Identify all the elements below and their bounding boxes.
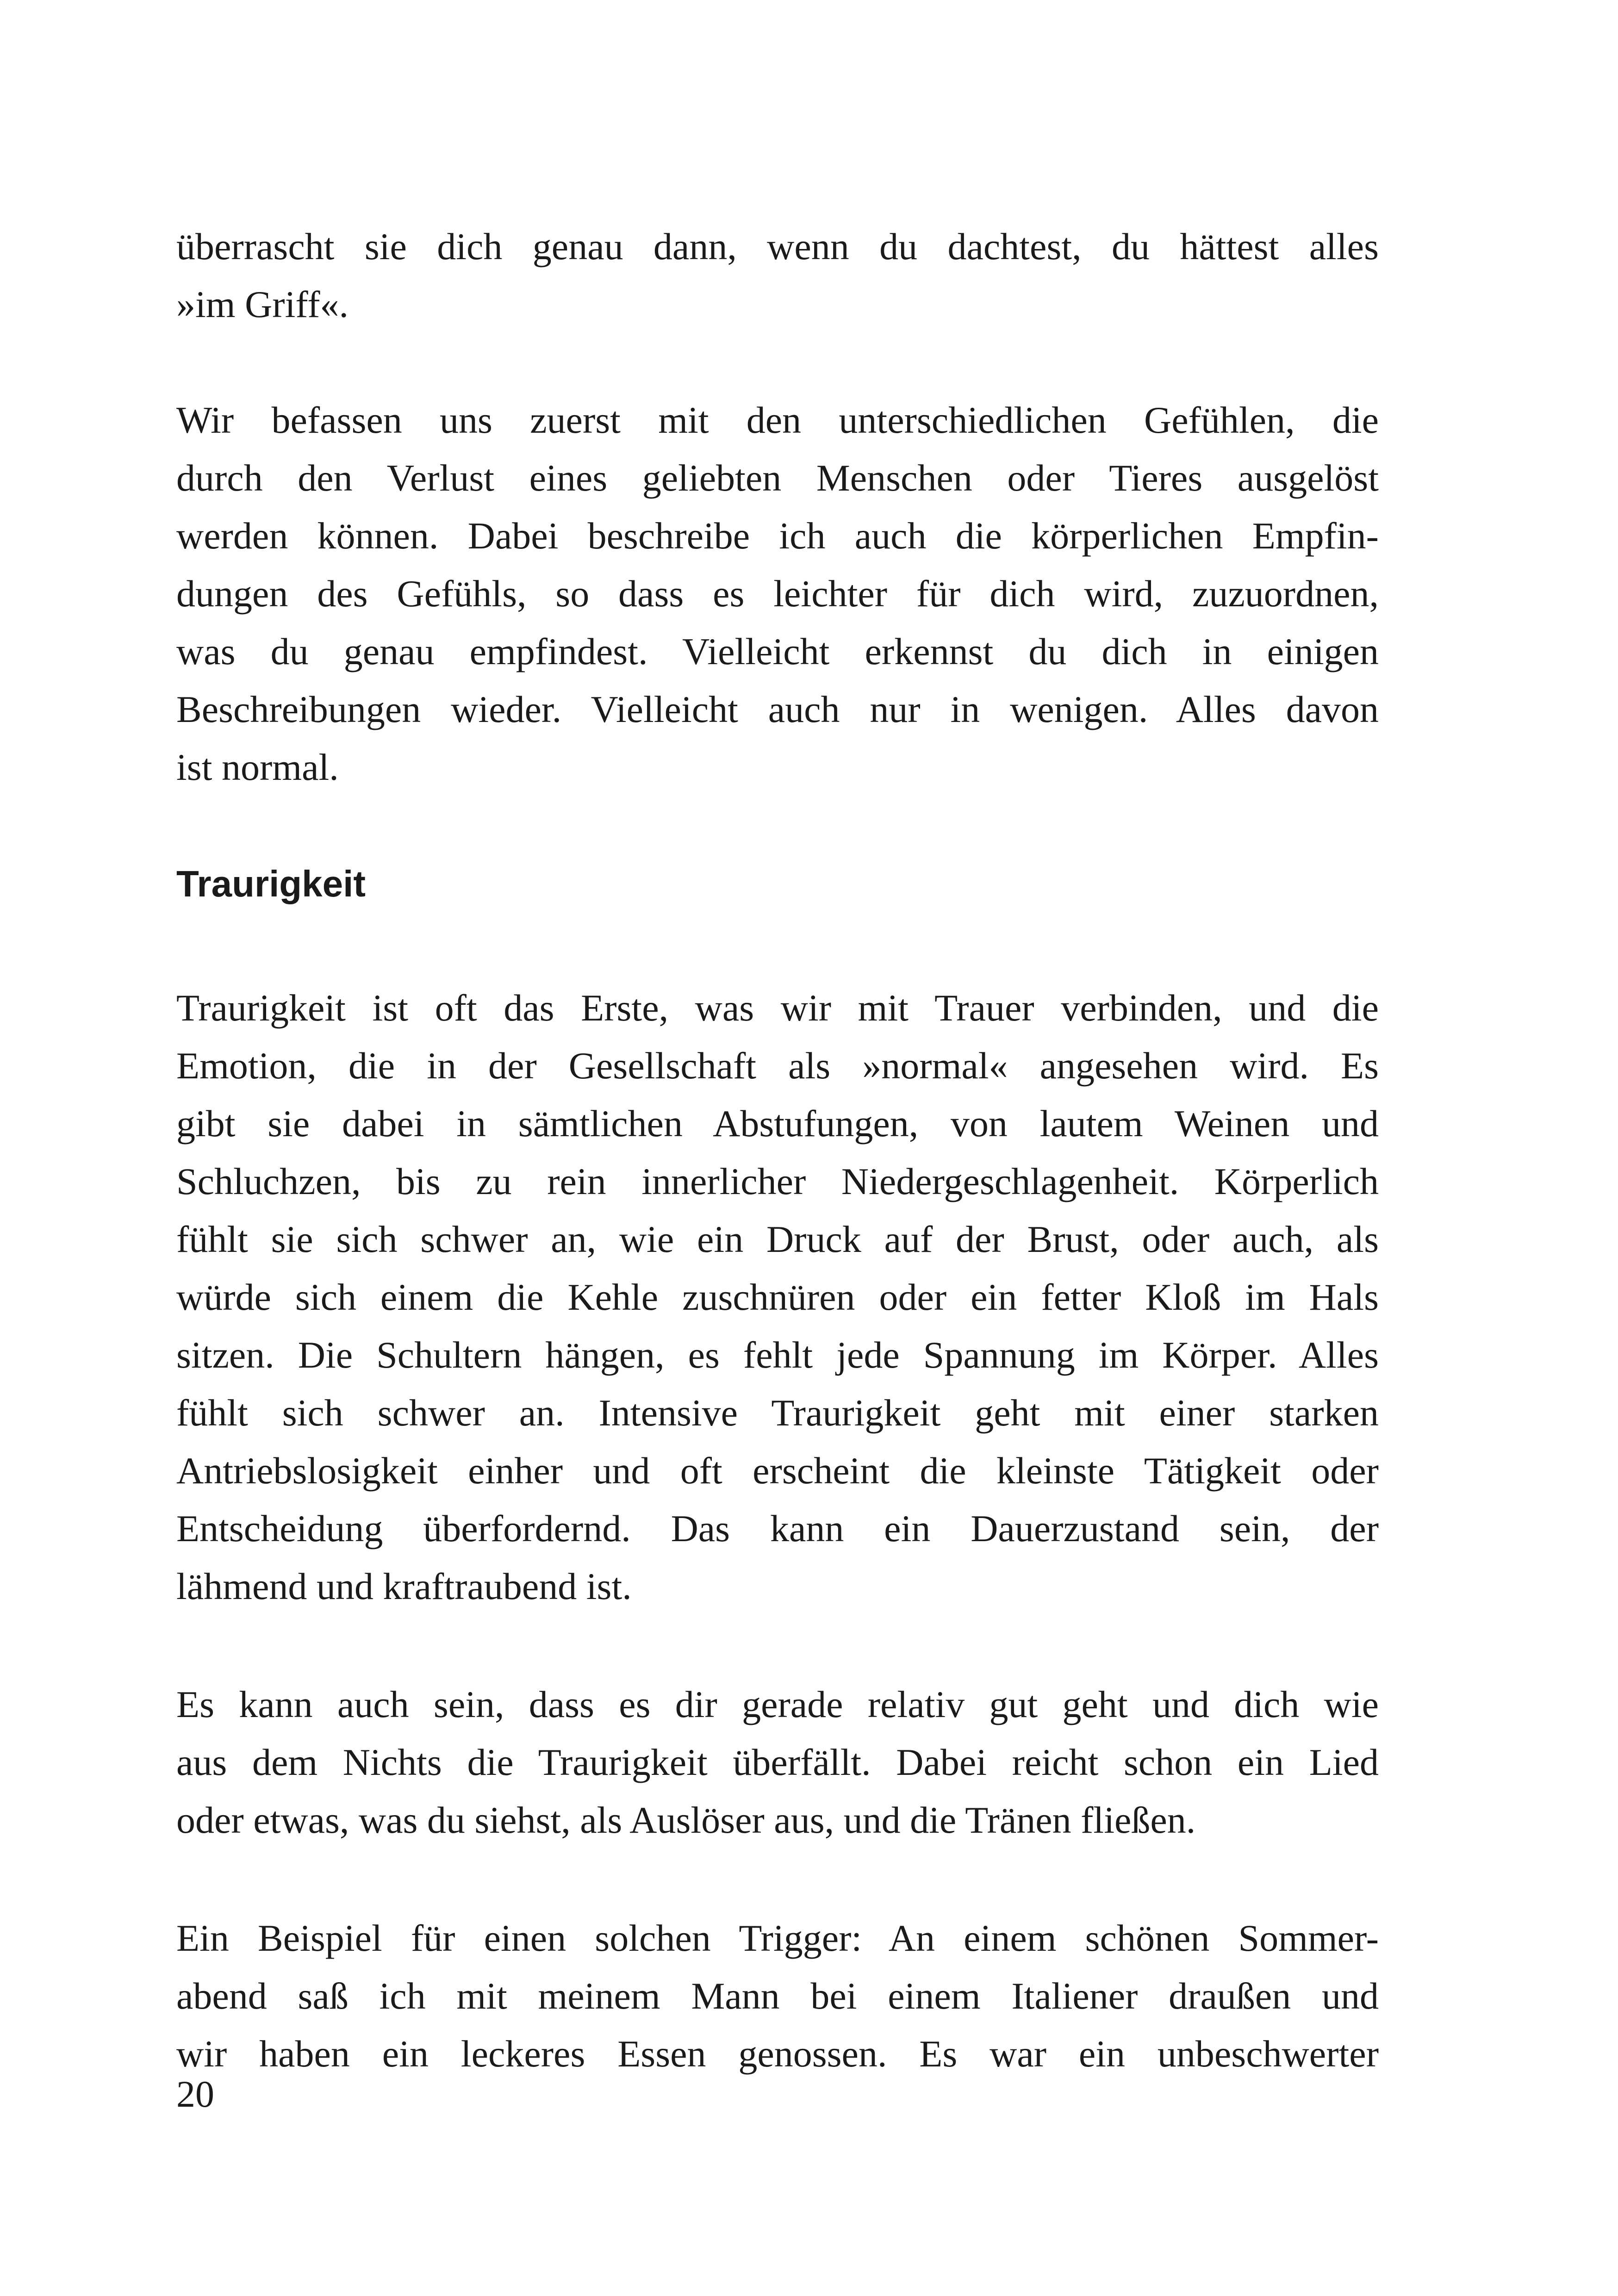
- text-line: Wir befassen uns zuerst mit den unterschiedlichen Gefühlen, die: [176, 399, 1379, 441]
- text-line: Beschreibungen wieder. Vielleicht auch nur in wenigen. Alles davon: [176, 688, 1379, 730]
- text-line: durch den Verlust eines geliebten Menschen oder Tieres ausgelöst: [176, 457, 1379, 499]
- text-line: fühlt sich schwer an. Intensive Traurigkeit geht mit einer starken: [176, 1392, 1379, 1434]
- text-line: lähmend und kraftraubend ist.: [176, 1565, 632, 1607]
- text-line: werden können. Dabei beschreibe ich auch die körperlichen Empfin-: [176, 515, 1379, 557]
- page-number: 20: [176, 2073, 214, 2115]
- paragraph-trigger-example: [176, 1909, 1379, 2083]
- text-line: »im Griff«.: [176, 283, 349, 325]
- text-line: Emotion, die in der Gesellschaft als »normal« angesehen wird. Es: [176, 1045, 1379, 1087]
- paragraph-sadness: [176, 979, 1379, 1615]
- text-line: würde sich einem die Kehle zuschnüren oder ein fetter Kloß im Hals: [176, 1276, 1379, 1318]
- text-line: dungen des Gefühls, so dass es leichter für dich wird, zuzuordnen,: [176, 572, 1379, 615]
- paragraph-sudden: [176, 1675, 1379, 1849]
- text-line: überrascht sie dich genau dann, wenn du dachtest, du hättest alles: [176, 225, 1379, 268]
- text-line: fühlt sie sich schwer an, wie ein Druck auf der Brust, oder auch, als: [176, 1218, 1379, 1260]
- paragraph-feelings: [176, 391, 1379, 796]
- text-line: ist normal.: [176, 746, 339, 788]
- paragraph-intro: [176, 218, 1379, 333]
- text-line: sitzen. Die Schultern hängen, es fehlt jede Spannung im Körper. Alles: [176, 1334, 1379, 1376]
- text-line: Entscheidung überfordernd. Das kann ein Dauerzustand sein, der: [176, 1507, 1379, 1549]
- text-line: Es kann auch sein, dass es dir gerade relativ gut geht und dich wie: [176, 1683, 1379, 1725]
- section-heading: Traurigkeit: [176, 863, 366, 904]
- text-line: wir haben ein leckeres Essen genossen. Es war ein unbeschwerter: [176, 2033, 1379, 2075]
- text-line: was du genau empfindest. Vielleicht erkennst du dich in einigen: [176, 630, 1379, 672]
- text-line: Antriebslosigkeit einher und oft erscheint die kleinste Tätigkeit oder: [176, 1450, 1379, 1492]
- text-line: aus dem Nichts die Traurigkeit überfällt. Dabei reicht schon ein Lied: [176, 1741, 1379, 1783]
- text-line: Schluchzen, bis zu rein innerlicher Niedergeschlagenheit. Körperlich: [176, 1160, 1379, 1202]
- text-line: Ein Beispiel für einen solchen Trigger: An einem schönen Sommer-: [176, 1917, 1379, 1959]
- text-line: Traurigkeit ist oft das Erste, was wir mit Trauer verbinden, und die: [176, 987, 1379, 1029]
- text-line: abend saß ich mit meinem Mann bei einem Italiener draußen und: [176, 1975, 1379, 2017]
- text-line: gibt sie dabei in sämtlichen Abstufungen, von lautem Weinen und: [176, 1102, 1379, 1145]
- text-line: oder etwas, was du siehst, als Auslöser aus, und die Tränen fließen.: [176, 1799, 1196, 1841]
